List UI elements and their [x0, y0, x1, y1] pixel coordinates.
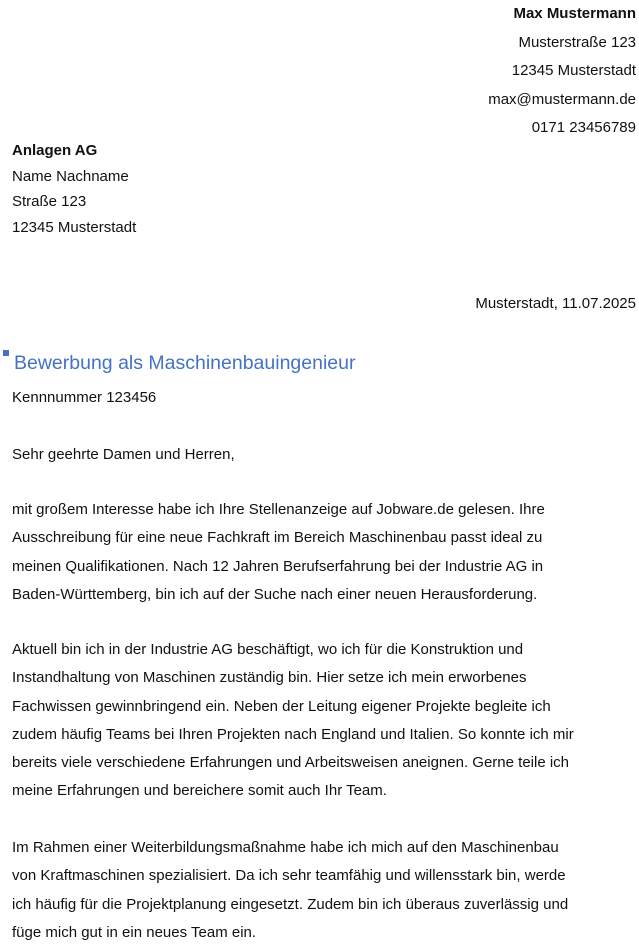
paragraph-line: Fachwissen gewinnbringend ein. Neben der Leitung eigener Projekte begleite ich: [12, 697, 551, 715]
sender-email: max@mustermann.de: [488, 90, 636, 108]
recipient-contact: Name Nachname: [12, 167, 129, 185]
sender-street: Musterstraße 123: [518, 33, 636, 51]
salutation: Sehr geehrte Damen und Herren,: [12, 446, 235, 463]
recipient-city: 12345 Musterstadt: [12, 218, 137, 236]
paragraph-line: bereits viele verschiedene Erfahrungen und Arbeitsweisen aneignen. Gerne teile ich: [12, 754, 570, 772]
body-paragraph-2: [12, 636, 634, 806]
paragraph-line: Aktuell bin ich in der Industrie AG beschäftigt, wo ich für die Konstruktion und: [12, 641, 524, 658]
body-paragraph-3: [12, 834, 634, 947]
recipient-block: [12, 138, 136, 240]
paragraph-line: von Kraftmaschinen spezialisiert. Da ich sehr teamfähig und willensstark bin, werde: [12, 867, 566, 885]
paragraph-line: Ausschreibung für eine neue Fachkraft im Bereich Maschinenbau passt ideal zu: [12, 529, 543, 547]
paragraph-line: Im Rahmen einer Weiterbildungsmaßnahme habe ich mich auf den Maschinenbau: [12, 839, 559, 856]
paragraph-line: Instandhaltung von Maschinen zuständig bin. Hier setze ich mein erworbenes: [12, 669, 527, 687]
date-line: Musterstadt, 11.07.2025: [475, 295, 636, 312]
paragraph-line: meine Erfahrungen und bereichere somit auch Ihr Team.: [12, 782, 387, 800]
sender-city: 12345 Musterstadt: [511, 62, 636, 79]
paragraph-line: füge mich gut in ein neues Team ein.: [12, 923, 257, 941]
sender-block: [488, 0, 636, 143]
sender-name: Max Mustermann: [513, 5, 636, 22]
paragraph-line: ich häufig für die Projektplanung eingesetzt. Zudem bin ich überaus zuverlässig und: [12, 895, 569, 913]
reference-number: Kennnummer 123456: [12, 389, 157, 406]
paragraph-line: Baden-Württemberg, bin ich auf der Suche nach einer neuen Herausforderung.: [12, 585, 538, 603]
sender-phone: 0171 23456789: [531, 119, 636, 136]
paragraph-line: zudem häufig Teams bei Ihren Projekten nach England und Italien. So konnte ich mir: [12, 725, 574, 743]
recipient-street: Straße 123: [12, 193, 87, 210]
paragraph-line: mit großem Interesse habe ich Ihre Stellenanzeige auf Jobware.de gelesen. Ihre: [12, 501, 545, 518]
subject-marker: [3, 350, 9, 356]
paragraph-line: meinen Qualifikationen. Nach 12 Jahren Berufserfahrung bei der Industrie AG in: [12, 557, 544, 575]
body-paragraph-1: [12, 496, 634, 609]
recipient-company: Anlagen AG: [12, 142, 98, 159]
subject-heading: Bewerbung als Maschinenbauingenieur: [14, 352, 356, 374]
